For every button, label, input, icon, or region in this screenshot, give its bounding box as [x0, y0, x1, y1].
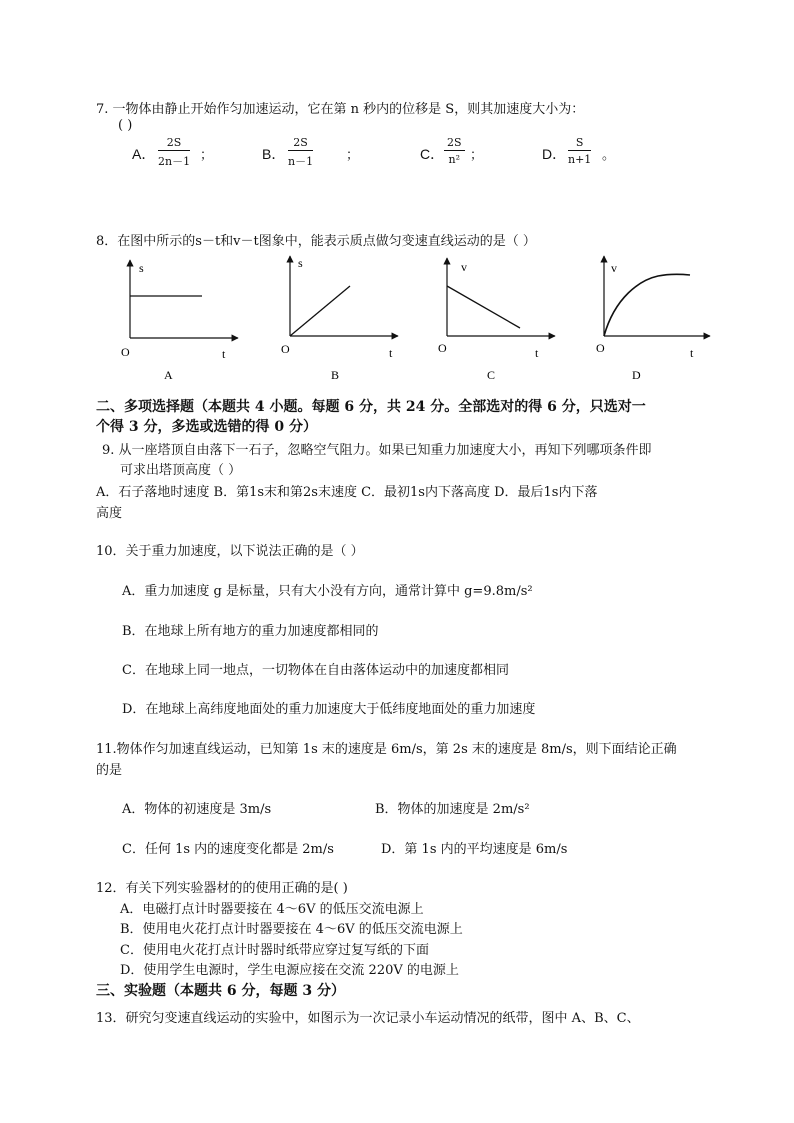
graph-c: [438, 258, 555, 382]
graph-d-caption: D: [632, 368, 641, 382]
q12-option-b: B．使用电火花打点计时器要接在 4～6V 的低压交流电源上: [120, 922, 463, 937]
q11-option-c: C．任何 1s 内的速度变化都是 2m/s: [122, 842, 334, 857]
q13-stem: 13．研究匀变速直线运动的实验中，如图示为一次记录小车运动情况的纸带，图中 A、B、C、: [96, 1011, 640, 1026]
q7-option-b-fraction: $\frac{2S}{n-1}$: [288, 136, 314, 168]
q8-graphs: [110, 252, 750, 382]
q9-options: A．石子落地时速度 B．第1s末和第2s末速度 C．最初1s内下落高度 D．最后1s内下落: [96, 485, 598, 500]
graph-a: [121, 260, 238, 382]
graph-c-caption: C: [487, 368, 496, 382]
graph-b-y-label: s: [298, 256, 303, 270]
graph-c-origin: O: [438, 341, 447, 355]
graph-d-plot-curve: [604, 274, 690, 336]
q9-stem-line1: 9. 从一座塔顶自由落下一石子，忽略空气阻力。如果已知重力加速度大小，再知下列哪项条件即: [102, 443, 652, 458]
graph-c-y-label: v: [461, 260, 467, 274]
q12-option-a: A．电磁打点计时器要接在 4～6V 的低压交流电源上: [120, 902, 424, 917]
graph-b-plot-line: [290, 286, 350, 336]
q10-option-b: B．在地球上所有地方的重力加速度都相同的: [122, 624, 379, 639]
q10-stem: 10．关于重力加速度，以下说法正确的是（ ）: [96, 544, 364, 559]
q10-option-d: D．在地球上高纬度地面处的重力加速度大于低纬度地面处的重力加速度: [122, 702, 536, 717]
q8-stem: 8．在图中所示的s－t和v－t图象中，能表示质点做匀变速直线运动的是（ ）: [96, 234, 536, 249]
q9-stem-line2: 可求出塔顶高度（ ）: [120, 463, 242, 478]
q11-option-d: D．第 1s 内的平均速度是 6m/s: [381, 842, 568, 857]
graph-c-x-label: t: [535, 346, 539, 360]
section2-heading-line1: 二、多项选择题（本题共 4 小题。每题 6 分，共 24 分。全部选对的得 6 分，只选对一: [96, 399, 646, 415]
q7-option-b-label: B．: [262, 146, 286, 162]
section3-heading: 三、实验题（本题共 6 分，每题 3 分）: [96, 983, 345, 999]
graph-b-origin: O: [281, 342, 290, 356]
graph-d-x-label: t: [690, 346, 694, 360]
graph-a-caption: A: [164, 368, 173, 382]
q7-option-c-fraction: $\frac{2S}{\text{n²}}$: [444, 136, 465, 166]
q7-option-a-label: A．: [132, 146, 156, 162]
graph-a-y-label: s: [139, 261, 144, 275]
graph-b-x-label: t: [389, 346, 393, 360]
q12-option-d: D．使用学生电源时，学生电源应接在交流 220V 的电源上: [120, 963, 459, 978]
q7-stem: 7. 一物体由静止开始作匀加速运动，它在第 n 秒内的位移是 S，则其加速度大小为：: [96, 102, 585, 117]
graph-b-caption: B: [331, 368, 340, 382]
q9-options-wrap: 高度: [96, 506, 123, 521]
q7-option-a-fraction: $\frac{2S}{2n-1}$: [158, 136, 191, 168]
graph-d: [596, 256, 710, 382]
graph-a-origin: O: [121, 345, 130, 359]
graph-a-x-label: t: [222, 347, 226, 361]
q10-option-a: A．重力加速度 g 是标量，只有大小没有方向，通常计算中 g=9.8m/s²: [122, 584, 533, 599]
q7-option-c-label: C．: [420, 146, 445, 162]
q7-option-d-label: D．: [542, 146, 567, 162]
q7-answer-blank: ( ): [118, 118, 133, 133]
graph-d-y-label: v: [611, 261, 617, 275]
graph-d-origin: O: [596, 341, 605, 355]
q10-option-c: C．在地球上同一地点，一切物体在自由落体运动中的加速度都相同: [122, 663, 509, 678]
graph-b: [281, 256, 398, 382]
q12-option-c: C．使用电火花打点计时器时纸带应穿过复写纸的下面: [120, 943, 429, 958]
q7-option-d-fraction: $\frac{S}{n+1}$: [568, 136, 592, 166]
q11-stem-line2: 的是: [96, 763, 123, 778]
q11-option-a: A．物体的初速度是 3m/s: [122, 802, 272, 817]
graph-c-plot-line: [447, 286, 520, 328]
section2-heading-line2: 个得 3 分，多选或选错的得 0 分）: [96, 419, 317, 435]
q11-stem-line1: 11.物体作匀加速直线运动，已知第 1s 末的速度是 6m/s，第 2s 末的速度是 8m/s，则下面结论正确: [96, 742, 677, 757]
q12-stem: 12．有关下列实验器材的的使用正确的是( ): [96, 881, 348, 896]
q11-option-b: B．物体的加速度是 2m/s²: [375, 802, 530, 817]
